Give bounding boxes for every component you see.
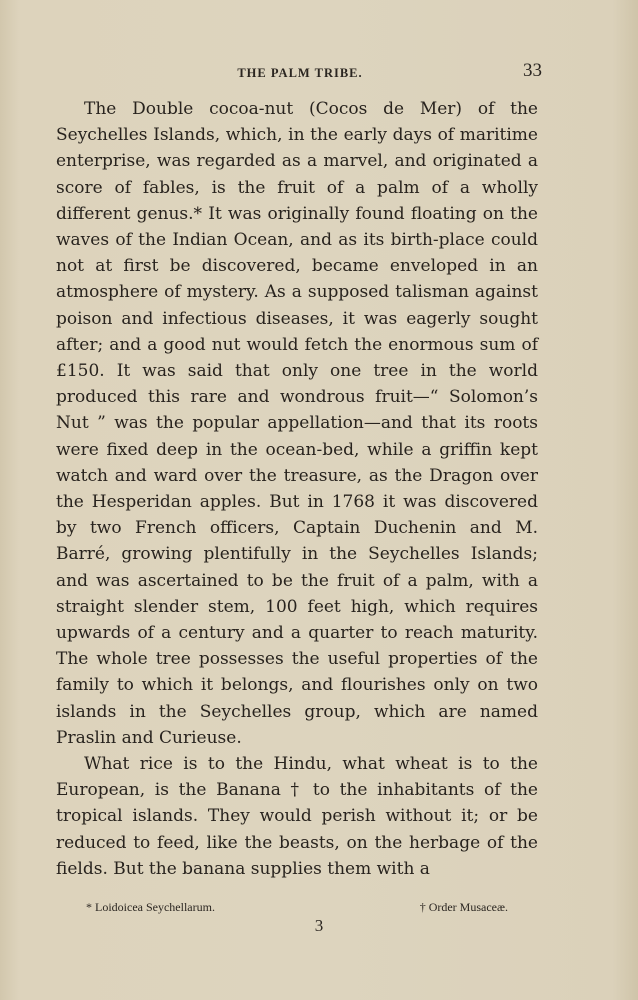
- signature-mark: 3: [314, 916, 324, 935]
- footnote-dagger: † Order Musaceæ.: [419, 900, 508, 914]
- paragraph-banana: What rice is to the Hindu, what wheat is to the European, is the Banana † to the inhabitants of the tropical islands. They would perish without it; or be reduced to feed, like the beasts, on the herbage of the fields. But the banana supplies them with a: [56, 754, 538, 879]
- body-text: [56, 96, 538, 882]
- paragraph-double-cocoa-nut: The Double cocoa-nut (Cocos de Mer) of the Seychelles Islands, which, in the early days of maritime enterprise, was regarded as a marvel, and originated a score of fables, is the fruit of a palm of a wholly different genus.* It was originally found floating on the waves of the Indian Ocean, and as its birth-place could not at first be discovered, became enveloped in an atmosphere of mystery. As a supposed talisman against poison and infectious diseases, it was eagerly sought after; and a good nut would fetch the enormous sum of £150. It was said that only one tree in the world produced this rare and wondrous fruit—“ Solomon’s Nut ” was the popular appellation—and that its roots were fixed deep in the ocean-bed, while a griffin kept watch and ward over the treasure, as the Dragon over the Hesperidan apples. But in 1768 it was discovered by two French officers, Captain Duchenin and M. Barré, growing plentifully in the Seychelles Islands; and was ascertained to be the fruit of a palm, with a straight slender stem, 100 feet high, which requires upwards of a century and a quarter to reach maturity. The whole tree possesses the useful properties of the family to which it belongs, and flourishes only on two islands in the Seychelles group, which are named Praslin and Curieuse.: [56, 99, 538, 748]
- footnote-asterisk: * Loidoicea Seychellarum.: [86, 900, 215, 914]
- page-header: [58, 60, 542, 88]
- page-number: 33: [523, 60, 542, 81]
- running-head: THE PALM TRIBE.: [237, 66, 363, 80]
